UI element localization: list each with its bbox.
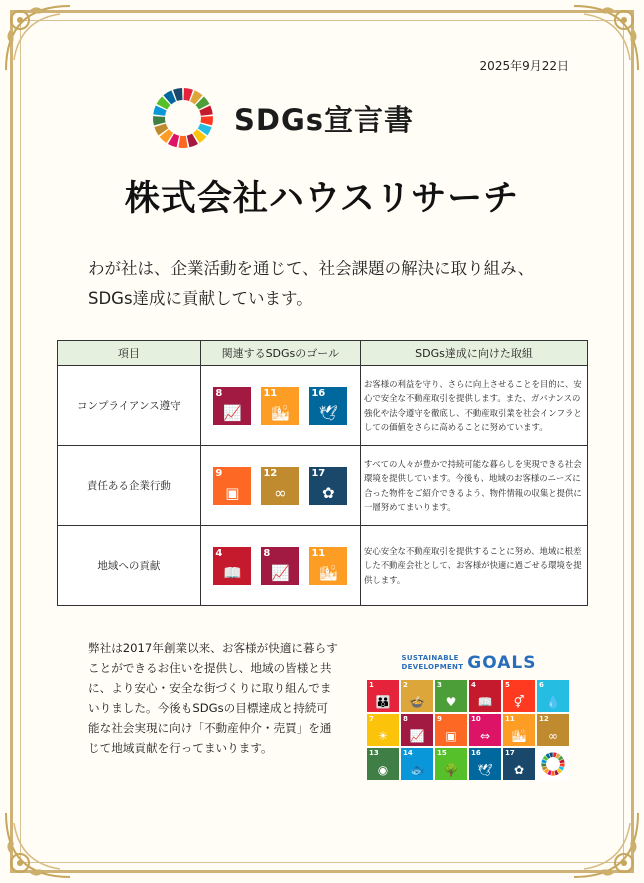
goal-number: 14	[403, 749, 413, 757]
goal-number: 13	[369, 749, 379, 757]
closing-statement: 弊社は2017年創業以来、お客様が快適に暮らすことができるお住いを提供し、地域の皆様と共に、より安心・安全な街づくりに取り組んでまいりました。今後もSDGsの目標達成と持続可能な社会実現に向け「不動産仲介・売買」を通じて地域貢献を行ってまいります。	[88, 641, 338, 755]
sdg-goal-11-icon: 11 🏙	[261, 387, 299, 425]
logo-line-development: DEVELOPMENT	[401, 663, 464, 671]
title-row	[152, 86, 414, 150]
sdg-goals-grid	[367, 680, 571, 780]
corner-ornament-bottom-right	[564, 803, 644, 883]
sdg-logo	[367, 654, 571, 672]
goal-number: 11	[311, 547, 326, 559]
sdg-goals-table	[57, 340, 588, 606]
sdg-wheel-small-icon	[537, 748, 569, 780]
intro-statement	[88, 254, 534, 314]
goal-number: 11	[263, 387, 278, 399]
row-item: コンプライアンス遵守	[58, 366, 201, 446]
eye-globe-icon: ◉	[377, 763, 389, 777]
corner-ornament-top-right	[564, 0, 644, 80]
sdg-goal-17-tile	[503, 748, 535, 780]
sdg-goal-8-icon: 8 📈	[261, 547, 299, 585]
cubes-icon: ▣	[445, 729, 457, 743]
sdg-goal-5-tile	[503, 680, 535, 712]
sdg-goal-17-icon: 17 ✿	[309, 467, 347, 505]
sdg-goal-8-icon: 8 📈	[213, 387, 251, 425]
goal-number: 3	[437, 681, 442, 689]
equality-icon: ⇔	[479, 729, 491, 743]
table-header-row	[58, 341, 588, 366]
goal-number: 12	[263, 467, 278, 479]
sdg-goal-8-tile	[401, 714, 433, 746]
row-goal-icons	[200, 526, 360, 606]
sdg-goals-panel	[367, 654, 571, 780]
goal-number: 4	[471, 681, 476, 689]
sdg-goal-4-tile	[469, 680, 501, 712]
infinity-icon: ∞	[548, 729, 558, 743]
sdg-goal-10-tile	[469, 714, 501, 746]
flower-icon: ✿	[513, 763, 525, 777]
goal-number: 1	[369, 681, 374, 689]
sdg-goal-1-tile	[367, 680, 399, 712]
sdg-goal-16-icon: 16 🕊	[309, 387, 347, 425]
sdg-wheel-icon	[152, 87, 214, 149]
goal-number: 9	[215, 467, 223, 479]
sdg-goal-11-tile	[503, 714, 535, 746]
gender-icon: ⚥	[513, 695, 525, 709]
sdg-goal-6-tile	[537, 680, 569, 712]
sdg-goal-9-tile	[435, 714, 467, 746]
intro-line: SDGs達成に貢献しています。	[88, 289, 313, 308]
sdg-goal-13-tile	[367, 748, 399, 780]
growth-chart-icon: 📈	[409, 729, 425, 743]
row-initiative-text: お客様の利益を守り、さらに向上させることを目的に、安心で安全な不動産取引を提供します。また、ガバナンスの強化や法令遵守を徹底し、不動産取引業を社会インフラとしての価値をさらに高めることに努めています。	[361, 366, 588, 446]
page-title: SDGs宣言書	[234, 102, 415, 137]
goal-number: 8	[403, 715, 408, 723]
row-goal-icons	[200, 446, 360, 526]
row-goal-icons	[200, 366, 360, 446]
goal-number: 16	[311, 387, 326, 399]
sdg-goal-15-tile	[435, 748, 467, 780]
heartbeat-icon: ♥	[445, 695, 457, 709]
sun-icon: ☀	[377, 729, 389, 743]
city-icon: 🏙	[511, 729, 527, 743]
sdg-goal-3-tile	[435, 680, 467, 712]
water-icon: 💧	[545, 695, 561, 709]
goal-number: 11	[505, 715, 515, 723]
goal-number: 7	[369, 715, 374, 723]
company-name: 株式会社ハウスリサーチ	[124, 179, 520, 219]
sdg-goal-7-tile	[367, 714, 399, 746]
goal-number: 6	[539, 681, 544, 689]
header-item: 項目	[58, 341, 201, 366]
corner-ornament-top-left	[0, 0, 80, 80]
sdg-goal-14-tile	[401, 748, 433, 780]
sdg-goal-11-icon: 11 🏙	[309, 547, 347, 585]
tree-icon: 🌳	[443, 763, 459, 777]
sdg-goal-2-tile	[401, 680, 433, 712]
goal-number: 12	[539, 715, 549, 723]
goal-number: 17	[505, 749, 515, 757]
sdg-goal-4-icon: 4 📖	[213, 547, 251, 585]
goal-number: 17	[311, 467, 326, 479]
header-initiatives: SDGs達成に向けた取組	[361, 341, 588, 366]
logo-line-sustainable: SUSTAINABLE	[401, 654, 459, 662]
goal-number: 9	[437, 715, 442, 723]
document-date: 2025年9月22日	[479, 59, 569, 73]
intro-line: わが社は、企業活動を通じて、社会課題の解決に取り組み、	[88, 259, 535, 278]
row-initiative-text: すべての人々が豊かで持続可能な暮らしを実現できる社会環境を提供しています。今後も、地域のお客様のニーズに合った物件をご紹介できるよう、物件情報の収集と提供に一層努めてまいります。	[361, 446, 588, 526]
corner-ornament-bottom-left	[0, 803, 80, 883]
goal-number: 10	[471, 715, 481, 723]
book-icon: 📖	[477, 695, 493, 709]
goal-number: 2	[403, 681, 408, 689]
row-item: 責任ある企業行動	[58, 446, 201, 526]
sdg-goal-16-tile	[469, 748, 501, 780]
people-icon: 👪	[375, 695, 391, 709]
sdg-goal-12-icon: 12 ∞	[261, 467, 299, 505]
table-row	[58, 446, 588, 526]
goal-number: 8	[263, 547, 271, 559]
goal-number: 8	[215, 387, 223, 399]
header-related-goals: 関連するSDGsのゴール	[200, 341, 360, 366]
logo-goals-word: GOALS	[467, 652, 537, 673]
goal-number: 15	[437, 749, 447, 757]
table-row	[58, 366, 588, 446]
row-initiative-text: 安心安全な不動産取引を提供することに努め、地域に根差した不動産会社として、お客様が快適に過ごせる環境を提供します。	[361, 526, 588, 606]
row-item: 地域への貢献	[58, 526, 201, 606]
bowl-icon: 🍲	[409, 695, 425, 709]
goal-number: 5	[505, 681, 510, 689]
fish-icon: 🐟	[409, 763, 425, 777]
goal-number: 4	[215, 547, 223, 559]
goal-number: 16	[471, 749, 481, 757]
sdg-goal-12-tile	[537, 714, 569, 746]
sdg-goal-9-icon: 9 ▣	[213, 467, 251, 505]
table-row	[58, 526, 588, 606]
dove-icon: 🕊	[477, 763, 493, 777]
